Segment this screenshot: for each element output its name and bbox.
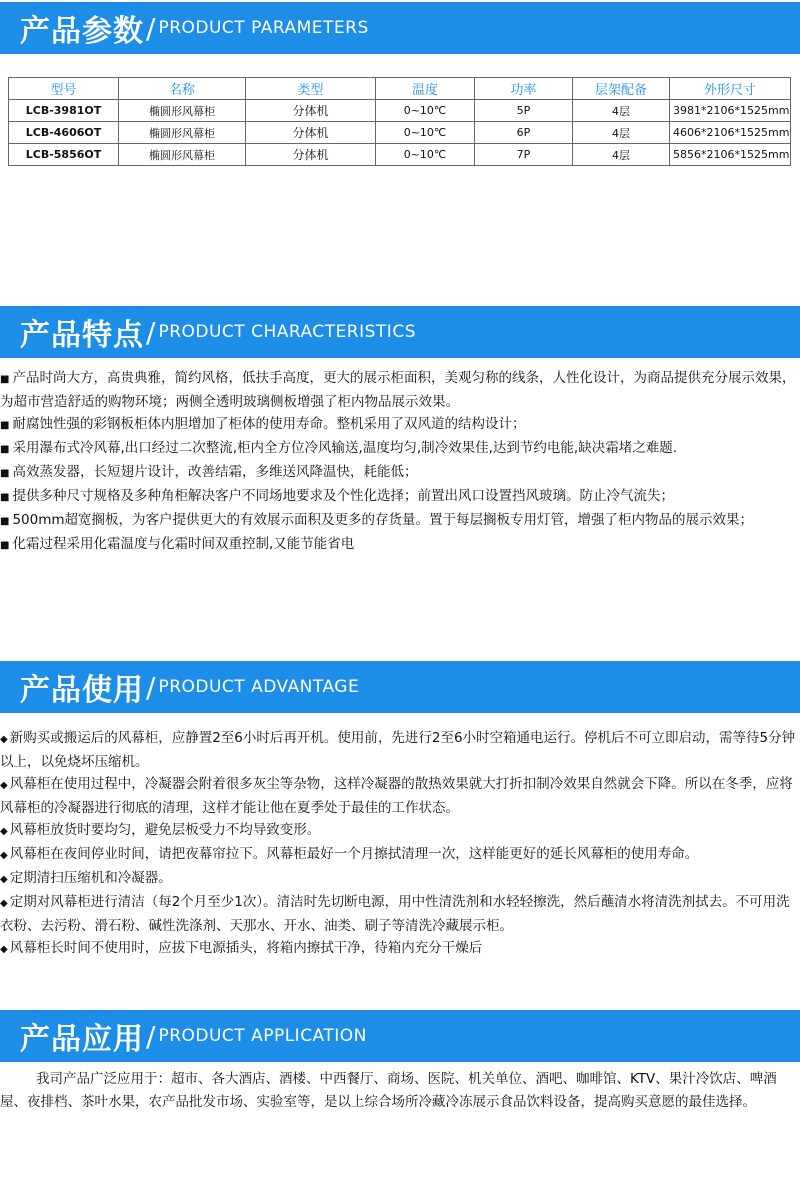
- list-item: [0, 485, 796, 509]
- list-item-text: 风幕柜放货时要均匀，避免层板受力不均导致变形。: [9, 822, 321, 838]
- square-bullet-icon: ■: [0, 374, 10, 385]
- diamond-bullet-icon: ◆: [0, 734, 8, 745]
- section-header-characteristics: [0, 306, 800, 358]
- section-title-slash: /: [146, 315, 156, 349]
- application-text: 我司产品广泛应用于：超市、各大酒店、酒楼、中西餐厅、商场、医院、机关单位、酒吧、咖啡馆、KTV、果汁冷饮店、啤酒屋、夜排档、茶叶水果，农产品批发市场、实验室等，是以上综合场所冷藏冷冻展示食品饮料设备，提高购买意愿的最佳选择。: [0, 1071, 777, 1110]
- list-item: [0, 937, 796, 961]
- list-item: [0, 819, 796, 843]
- section-title-cn: 产品使用: [20, 673, 144, 708]
- table-cell-power: 7P: [475, 144, 573, 166]
- paragraph: [0, 1068, 796, 1114]
- table-row: [9, 122, 791, 144]
- square-bullet-icon: ■: [0, 516, 10, 527]
- list-item: [0, 461, 796, 485]
- table-row: [9, 100, 791, 122]
- list-item-text: 采用瀑布式冷风幕,出口经过二次整流,柜内全方位冷风输送,温度均匀,制冷效果佳,达到节约电能,缺决霜堵之难题.: [12, 440, 677, 456]
- list-item: [0, 727, 796, 773]
- list-item: [0, 367, 796, 413]
- list-item-text: 定期对风幕柜进行清洁（每2个月至少1次）。清洁时先切断电源，用中性清洗剂和水轻轻擦洗，然后蘸清水将清洗剂拭去。不可用洗衣粉、去污粉、滑石粉、碱性洗涤剂、天那水、开水、油类、刷子等清洗冷藏展示柜。: [0, 894, 790, 934]
- table-cell-dimensions: 3981*2106*1525mm: [670, 100, 791, 122]
- section-title-en: PRODUCT PARAMETERS: [158, 18, 369, 38]
- table-cell-name: 椭圆形风幕柜: [119, 144, 246, 166]
- table-cell-type: 分体机: [246, 100, 376, 122]
- section-title-en: PRODUCT APPLICATION: [158, 1026, 367, 1046]
- table-cell-name: 椭圆形风幕柜: [119, 100, 246, 122]
- table-cell-model: LCB-3981OT: [9, 100, 119, 122]
- table-cell-shelves: 4层: [573, 144, 670, 166]
- table-cell-shelves: 4层: [573, 100, 670, 122]
- table-header-cell: 层架配备: [573, 78, 670, 100]
- diamond-bullet-icon: ◆: [0, 826, 8, 837]
- square-bullet-icon: ■: [0, 420, 10, 431]
- section-header-advantage: [0, 661, 800, 713]
- section-title-cn: 产品参数: [20, 14, 144, 49]
- section-title-en: PRODUCT ADVANTAGE: [158, 677, 360, 697]
- list-item-text: 产品时尚大方，高贵典雅，简约风格，低扶手高度，更大的展示柜面积，美观匀称的线条，人性化设计，为商品提供充分展示效果，为超市营造舒适的购物环境；两侧全透明玻璃侧板增强了柜内物品展示效果。: [0, 370, 796, 410]
- diamond-bullet-icon: ◆: [0, 850, 8, 861]
- list-item-text: 风幕柜在夜间停业时间，请把夜幕帘拉下。风幕柜最好一个月擦拭清理一次，这样能更好的延长风幕柜的使用寿命。: [9, 846, 699, 862]
- table-header-cell: 温度: [376, 78, 475, 100]
- table-cell-model: LCB-4606OT: [9, 122, 119, 144]
- section-header-parameters: [0, 2, 800, 54]
- section-title-slash: /: [146, 11, 156, 45]
- advantage-list: [0, 727, 796, 961]
- table-header-row: [9, 78, 791, 100]
- table-cell-shelves: 4层: [573, 122, 670, 144]
- square-bullet-icon: ■: [0, 468, 10, 479]
- table-cell-power: 6P: [475, 122, 573, 144]
- list-item: [0, 533, 796, 557]
- square-bullet-icon: ■: [0, 444, 10, 455]
- table-cell-power: 5P: [475, 100, 573, 122]
- section-title-slash: /: [146, 1019, 156, 1053]
- table-cell-type: 分体机: [246, 144, 376, 166]
- list-item: [0, 843, 796, 867]
- table-header-cell: 外形尺寸: [670, 78, 791, 100]
- list-item-text: 提供多种尺寸规格及多种角柜解决客户不同场地要求及个性化选择；前置出风口设置挡风玻璃。防止冷气流失；: [12, 488, 674, 504]
- table-header-cell: 类型: [246, 78, 376, 100]
- list-item-text: 新购买或搬运后的风幕柜，应静置2至6小时后再开机。使用前，先进行2至6小时空箱通电运行。停机后不可立即启动，需等待5分钟以上，以免烧坏压缩机。: [0, 730, 796, 770]
- list-item: [0, 891, 796, 937]
- list-item-text: 高效蒸发器，长短翅片设计，改善结霜，多维送风降温快，耗能低；: [12, 464, 418, 480]
- section-title-slash: /: [146, 670, 156, 704]
- table-cell-temperature: 0~10℃: [376, 100, 475, 122]
- section-title-cn: 产品应用: [20, 1022, 144, 1057]
- list-item: [0, 437, 796, 461]
- list-item-text: 风幕柜在使用过程中，冷凝器会附着很多灰尘等杂物，这样冷凝器的散热效果就大打折扣制冷效果自然就会下降。所以在冬季，应将风幕柜的冷凝器进行彻底的清理，这样才能让他在夏季处于最佳的工作状态。: [0, 776, 793, 816]
- list-item-text: 风幕柜长时间不使用时，应拔下电源插头，将箱内擦拭干净，待箱内充分干燥后: [9, 940, 483, 956]
- table-header-cell: 功率: [475, 78, 573, 100]
- list-item: [0, 867, 796, 891]
- section-title-en: PRODUCT CHARACTERISTICS: [158, 322, 416, 342]
- square-bullet-icon: ■: [0, 492, 10, 503]
- diamond-bullet-icon: ◆: [0, 874, 8, 885]
- list-item: [0, 413, 796, 437]
- list-item: [0, 773, 796, 819]
- table-header-cell: 名称: [119, 78, 246, 100]
- diamond-bullet-icon: ◆: [0, 780, 8, 791]
- diamond-bullet-icon: ◆: [0, 898, 8, 909]
- list-item-text: 耐腐蚀性强的彩钢板柜体内胆增加了柜体的使用寿命。整机采用了双风道的结构设计；: [12, 416, 526, 432]
- list-item-text: 500mm超宽搁板，为客户提供更大的有效展示面积及更多的存货量。置于每层搁板专用灯管，增强了柜内物品的展示效果；: [12, 512, 754, 528]
- list-item-text: 化霜过程采用化霜温度与化霜时间双重控制,又能节能省电: [12, 536, 355, 552]
- list-item-text: 定期清扫压缩机和冷凝器。: [9, 870, 172, 886]
- characteristics-list: [0, 367, 796, 557]
- diamond-bullet-icon: ◆: [0, 944, 8, 955]
- table-cell-temperature: 0~10℃: [376, 122, 475, 144]
- table-header-cell: 型号: [9, 78, 119, 100]
- parameters-table: [8, 77, 791, 166]
- table-cell-temperature: 0~10℃: [376, 144, 475, 166]
- section-title-cn: 产品特点: [20, 318, 144, 353]
- table-cell-model: LCB-5856OT: [9, 144, 119, 166]
- table-cell-name: 椭圆形风幕柜: [119, 122, 246, 144]
- table-cell-dimensions: 5856*2106*1525mm: [670, 144, 791, 166]
- square-bullet-icon: ■: [0, 540, 10, 551]
- table-row: [9, 144, 791, 166]
- list-item: [0, 509, 796, 533]
- application-paragraph: [0, 1068, 796, 1114]
- section-header-application: [0, 1010, 800, 1062]
- table-cell-dimensions: 4606*2106*1525mm: [670, 122, 791, 144]
- table-cell-type: 分体机: [246, 122, 376, 144]
